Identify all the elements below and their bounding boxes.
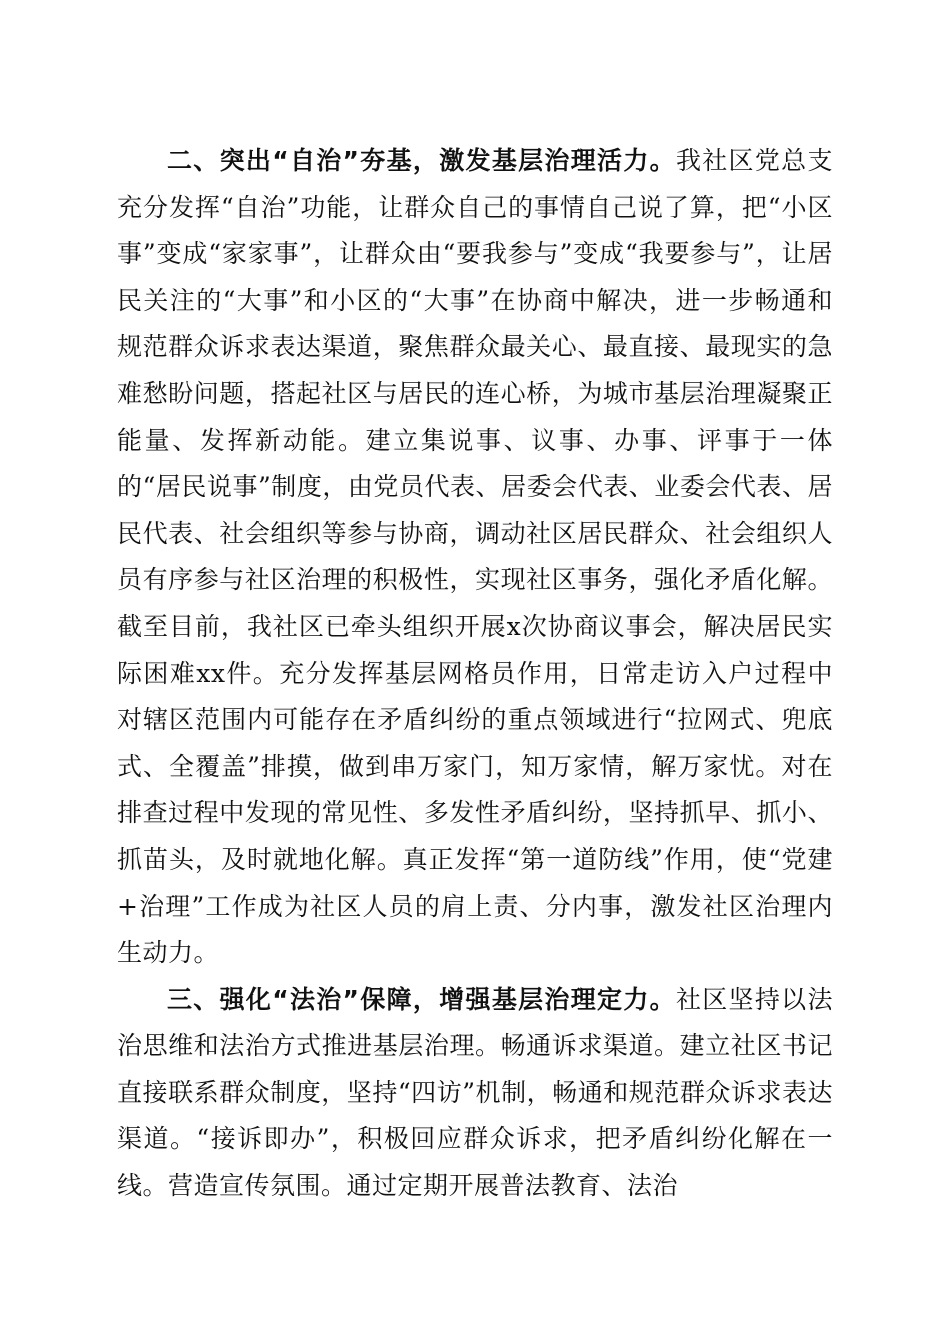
paragraph-rule-of-law [117, 977, 833, 1210]
paragraph-self-governance [117, 138, 833, 977]
paragraph-text: 社区坚持以法治思维和法治方式推进基层治理。畅通诉求渠道。建立社区书记直接联系群众制度，坚持“四访”机制，畅通和规范群众诉求表达渠道。“接诉即办”，积极回应群众诉求，把矛盾纠纷化解在一线。营造宣传氛围。通过定期开展普法教育、法治 [117, 984, 833, 1201]
paragraph-text: 我社区党总支充分发挥“自治”功能，让群众自己的事情自己说了算，把“小区事”变成“家家事”，让群众由“要我参与”变成“我要参与”，让居民关注的“大事”和小区的“大事”在协商中解决，进一步畅通和规范群众诉求表达渠道，聚焦群众最关心、最直接、最现实的急难愁盼问题，搭起社区与居民的连心桥，为城市基层治理凝聚正能量、发挥新动能。建立集说事、议事、办事、评事于一体的“居民说事”制度，由党员代表、居委会代表、业委会代表、居民代表、社会组织等参与协商，调动社区居民群众、社会组织人员有序参与社区治理的积极性，实现社区事务，强化矛盾化解。截至目前，我社区已牵头组织开展x次协商议事会，解决居民实际困难xx件。充分发挥基层网格员作用，日常走访入户过程中对辖区范围内可能存在矛盾纠纷的重点领域进行“拉网式、兜底式、全覆盖”排摸，做到串万家门，知万家情，解万家忧。对在排查过程中发现的常见性、多发性矛盾纠纷，坚持抓早、抓小、抓苗头，及时就地化解。真正发挥“第一道防线”作用，使“党建+治理”工作成为社区人员的肩上责、分内事，激发社区治理内生动力。 [117, 146, 833, 968]
document-body [117, 138, 833, 1210]
paragraph-heading: 二、突出“自治”夯基，激发基层治理活力。 [167, 146, 676, 175]
paragraph-heading: 三、强化“法治”保障，增强基层治理定力。 [167, 984, 676, 1014]
